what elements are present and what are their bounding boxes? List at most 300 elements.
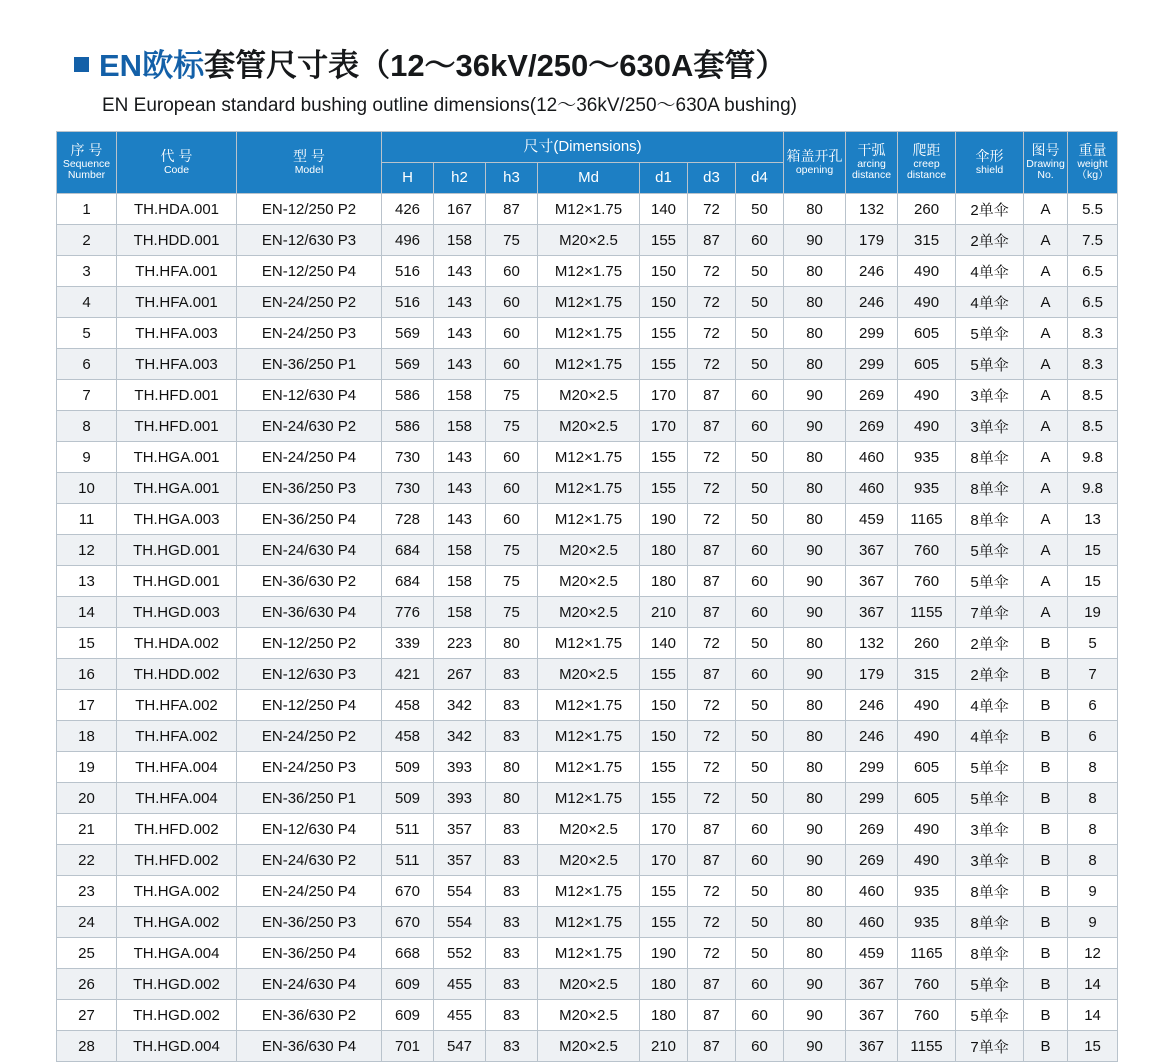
header-dimensions-group: 尺寸(Dimensions) [382, 132, 784, 163]
cell-H: 609 [382, 1000, 434, 1031]
cell-d1: 170 [640, 845, 688, 876]
table-row [57, 535, 1118, 566]
cell-weight: 9 [1068, 876, 1118, 907]
cell-code: TH.HFA.003 [117, 349, 237, 380]
cell-drawing-no: B [1024, 628, 1068, 659]
cell-h2: 552 [434, 938, 486, 969]
cell-model: EN-36/630 P2 [237, 1000, 382, 1031]
header-opening-en: opening [795, 163, 834, 176]
header-sequence-en1: Sequence [62, 157, 111, 170]
cell-sequence: 12 [57, 535, 117, 566]
cell-h3: 83 [486, 907, 538, 938]
header-dim-d3: d3 [688, 163, 736, 194]
cell-d0: 90 [784, 380, 846, 411]
cell-h1: 269 [846, 380, 898, 411]
cell-d1: 170 [640, 814, 688, 845]
cell-drawing-no: B [1024, 1000, 1068, 1031]
cell-shield: 5单伞 [956, 535, 1024, 566]
cell-sequence: 19 [57, 752, 117, 783]
header-code [117, 132, 237, 194]
cell-weight: 8.5 [1068, 411, 1118, 442]
cell-h3: 75 [486, 566, 538, 597]
cell-Md: M20×2.5 [538, 845, 640, 876]
header-arcing [846, 132, 898, 194]
cell-h1: 367 [846, 597, 898, 628]
header-drawing [1024, 132, 1068, 194]
header-model-cn: 型 号 [293, 147, 325, 164]
cell-sequence: 1 [57, 194, 117, 225]
cell-weight: 8.5 [1068, 380, 1118, 411]
cell-Md: M12×1.75 [538, 504, 640, 535]
cell-model: EN-24/250 P3 [237, 318, 382, 349]
header-arcing-en2: distance [851, 169, 892, 182]
cell-weight: 5.5 [1068, 194, 1118, 225]
cell-creep-distance: 935 [898, 473, 956, 504]
cell-H: 458 [382, 721, 434, 752]
cell-d1: 150 [640, 690, 688, 721]
cell-sequence: 15 [57, 628, 117, 659]
table-row [57, 442, 1118, 473]
cell-model: EN-24/250 P3 [237, 752, 382, 783]
header-dim-H: H [382, 163, 434, 194]
cell-shield: 5单伞 [956, 349, 1024, 380]
cell-model: EN-36/250 P3 [237, 473, 382, 504]
cell-H: 569 [382, 349, 434, 380]
cell-weight: 14 [1068, 969, 1118, 1000]
cell-h1: 299 [846, 318, 898, 349]
cell-model: EN-24/630 P2 [237, 411, 382, 442]
cell-creep-distance: 490 [898, 721, 956, 752]
cell-drawing-no: B [1024, 876, 1068, 907]
cell-drawing-no: A [1024, 225, 1068, 256]
cell-d4: 50 [736, 194, 784, 225]
cell-H: 684 [382, 566, 434, 597]
cell-drawing-no: A [1024, 318, 1068, 349]
cell-d4: 60 [736, 225, 784, 256]
cell-d0: 80 [784, 876, 846, 907]
header-creep-en2: distance [906, 169, 947, 182]
cell-d4: 50 [736, 318, 784, 349]
cell-d1: 140 [640, 628, 688, 659]
cell-d3: 72 [688, 907, 736, 938]
cell-Md: M20×2.5 [538, 659, 640, 690]
header-weight-en2: （kg） [1076, 169, 1109, 182]
cell-creep-distance: 605 [898, 752, 956, 783]
cell-H: 569 [382, 318, 434, 349]
cell-d1: 155 [640, 752, 688, 783]
cell-sequence: 5 [57, 318, 117, 349]
cell-d0: 80 [784, 318, 846, 349]
header-row-top [57, 132, 1118, 163]
table-row [57, 597, 1118, 628]
header-shield [956, 132, 1024, 194]
cell-h2: 223 [434, 628, 486, 659]
cell-h1: 246 [846, 256, 898, 287]
table-head [57, 132, 1118, 194]
cell-h2: 267 [434, 659, 486, 690]
cell-model: EN-12/630 P3 [237, 659, 382, 690]
cell-sequence: 7 [57, 380, 117, 411]
cell-d3: 87 [688, 1000, 736, 1031]
cell-creep-distance: 760 [898, 969, 956, 1000]
cell-h2: 143 [434, 504, 486, 535]
cell-code: TH.HFA.004 [117, 752, 237, 783]
cell-drawing-no: A [1024, 349, 1068, 380]
cell-h1: 367 [846, 969, 898, 1000]
cell-H: 516 [382, 256, 434, 287]
cell-weight: 8.3 [1068, 318, 1118, 349]
table-row [57, 752, 1118, 783]
cell-shield: 8单伞 [956, 442, 1024, 473]
page-title [56, 40, 1120, 85]
cell-d3: 87 [688, 566, 736, 597]
cell-h2: 143 [434, 349, 486, 380]
cell-model: EN-12/630 P4 [237, 814, 382, 845]
cell-h1: 367 [846, 1031, 898, 1062]
cell-shield: 2单伞 [956, 194, 1024, 225]
cell-d1: 155 [640, 659, 688, 690]
table-row [57, 814, 1118, 845]
cell-sequence: 23 [57, 876, 117, 907]
cell-Md: M12×1.75 [538, 752, 640, 783]
cell-h2: 167 [434, 194, 486, 225]
cell-creep-distance: 935 [898, 876, 956, 907]
cell-h1: 460 [846, 442, 898, 473]
cell-model: EN-24/250 P2 [237, 721, 382, 752]
cell-sequence: 14 [57, 597, 117, 628]
cell-d4: 50 [736, 783, 784, 814]
header-opening-cn: 箱盖开孔 [786, 147, 843, 164]
cell-Md: M12×1.75 [538, 690, 640, 721]
cell-sequence: 17 [57, 690, 117, 721]
cell-sequence: 10 [57, 473, 117, 504]
cell-creep-distance: 315 [898, 225, 956, 256]
cell-model: EN-36/630 P4 [237, 597, 382, 628]
cell-d0: 90 [784, 845, 846, 876]
cell-d3: 72 [688, 504, 736, 535]
cell-d0: 80 [784, 349, 846, 380]
cell-weight: 8 [1068, 752, 1118, 783]
cell-creep-distance: 935 [898, 907, 956, 938]
cell-code: TH.HGA.004 [117, 938, 237, 969]
cell-Md: M20×2.5 [538, 225, 640, 256]
cell-shield: 2单伞 [956, 628, 1024, 659]
cell-creep-distance: 605 [898, 783, 956, 814]
header-code-cn: 代 号 [160, 147, 193, 164]
table-row [57, 318, 1118, 349]
cell-h2: 158 [434, 380, 486, 411]
cell-weight: 15 [1068, 566, 1118, 597]
cell-h2: 143 [434, 256, 486, 287]
cell-d0: 80 [784, 504, 846, 535]
cell-weight: 6.5 [1068, 256, 1118, 287]
table-row [57, 1031, 1118, 1062]
cell-code: TH.HFA.001 [117, 287, 237, 318]
cell-d0: 90 [784, 225, 846, 256]
cell-d3: 72 [688, 473, 736, 504]
cell-code: TH.HDD.002 [117, 659, 237, 690]
table-row [57, 194, 1118, 225]
table-row [57, 256, 1118, 287]
table-row [57, 628, 1118, 659]
cell-Md: M20×2.5 [538, 535, 640, 566]
cell-d3: 72 [688, 938, 736, 969]
header-sequence-en2: Number [67, 169, 106, 182]
cell-drawing-no: A [1024, 535, 1068, 566]
cell-d1: 155 [640, 318, 688, 349]
cell-h2: 143 [434, 442, 486, 473]
header-dim-h3: h3 [486, 163, 538, 194]
cell-Md: M12×1.75 [538, 938, 640, 969]
cell-drawing-no: A [1024, 504, 1068, 535]
cell-h2: 158 [434, 225, 486, 256]
cell-sequence: 22 [57, 845, 117, 876]
cell-d0: 80 [784, 721, 846, 752]
cell-shield: 2单伞 [956, 659, 1024, 690]
title-text [99, 40, 786, 85]
cell-h3: 60 [486, 349, 538, 380]
cell-creep-distance: 490 [898, 256, 956, 287]
cell-drawing-no: B [1024, 659, 1068, 690]
cell-h2: 342 [434, 721, 486, 752]
cell-weight: 7.5 [1068, 225, 1118, 256]
cell-h2: 357 [434, 814, 486, 845]
table-row [57, 938, 1118, 969]
cell-creep-distance: 315 [898, 659, 956, 690]
cell-Md: M20×2.5 [538, 969, 640, 1000]
cell-drawing-no: B [1024, 938, 1068, 969]
cell-d4: 50 [736, 287, 784, 318]
cell-d1: 155 [640, 473, 688, 504]
header-weight-cn: 重量 [1078, 142, 1107, 159]
cell-model: EN-24/630 P2 [237, 845, 382, 876]
cell-d0: 80 [784, 690, 846, 721]
cell-shield: 2单伞 [956, 225, 1024, 256]
cell-d0: 90 [784, 659, 846, 690]
cell-H: 609 [382, 969, 434, 1000]
header-drawing-cn: 图号 [1031, 142, 1060, 159]
cell-drawing-no: B [1024, 969, 1068, 1000]
header-dim-Md: Md [538, 163, 640, 194]
cell-weight: 8.3 [1068, 349, 1118, 380]
cell-model: EN-36/250 P4 [237, 938, 382, 969]
cell-sequence: 11 [57, 504, 117, 535]
cell-model: EN-24/250 P2 [237, 287, 382, 318]
cell-code: TH.HGD.002 [117, 1000, 237, 1031]
cell-h3: 60 [486, 256, 538, 287]
cell-shield: 8单伞 [956, 938, 1024, 969]
cell-shield: 5单伞 [956, 752, 1024, 783]
cell-model: EN-12/250 P4 [237, 256, 382, 287]
cell-model: EN-36/250 P1 [237, 783, 382, 814]
table-row [57, 287, 1118, 318]
cell-d4: 50 [736, 349, 784, 380]
cell-model: EN-12/630 P4 [237, 380, 382, 411]
cell-d4: 50 [736, 938, 784, 969]
cell-shield: 5单伞 [956, 1000, 1024, 1031]
cell-d3: 72 [688, 783, 736, 814]
cell-h1: 179 [846, 225, 898, 256]
cell-creep-distance: 260 [898, 628, 956, 659]
cell-d4: 50 [736, 256, 784, 287]
cell-creep-distance: 490 [898, 814, 956, 845]
cell-creep-distance: 1155 [898, 597, 956, 628]
cell-d4: 50 [736, 907, 784, 938]
header-dim-d4: d4 [736, 163, 784, 194]
cell-d0: 90 [784, 566, 846, 597]
cell-h2: 158 [434, 597, 486, 628]
cell-d4: 60 [736, 814, 784, 845]
cell-d3: 87 [688, 380, 736, 411]
cell-h1: 299 [846, 752, 898, 783]
cell-Md: M12×1.75 [538, 194, 640, 225]
cell-H: 776 [382, 597, 434, 628]
cell-weight: 9.8 [1068, 442, 1118, 473]
cell-d1: 210 [640, 597, 688, 628]
cell-d1: 150 [640, 721, 688, 752]
cell-h1: 179 [846, 659, 898, 690]
cell-d3: 72 [688, 690, 736, 721]
cell-code: TH.HFA.001 [117, 256, 237, 287]
cell-H: 511 [382, 814, 434, 845]
cell-sequence: 16 [57, 659, 117, 690]
cell-creep-distance: 605 [898, 349, 956, 380]
cell-h1: 460 [846, 876, 898, 907]
cell-h3: 83 [486, 659, 538, 690]
cell-d0: 80 [784, 194, 846, 225]
cell-creep-distance: 605 [898, 318, 956, 349]
header-model [237, 132, 382, 194]
cell-d0: 80 [784, 907, 846, 938]
table-row [57, 566, 1118, 597]
cell-h2: 393 [434, 752, 486, 783]
cell-H: 670 [382, 876, 434, 907]
cell-h2: 158 [434, 535, 486, 566]
header-creep [898, 132, 956, 194]
cell-shield: 8单伞 [956, 504, 1024, 535]
table-row [57, 504, 1118, 535]
cell-drawing-no: A [1024, 287, 1068, 318]
cell-d0: 80 [784, 628, 846, 659]
cell-model: EN-36/250 P4 [237, 504, 382, 535]
cell-H: 730 [382, 473, 434, 504]
cell-h3: 60 [486, 504, 538, 535]
cell-weight: 13 [1068, 504, 1118, 535]
cell-code: TH.HFD.002 [117, 845, 237, 876]
cell-h1: 132 [846, 628, 898, 659]
header-creep-en1: creep [913, 157, 940, 170]
cell-d0: 80 [784, 473, 846, 504]
cell-h3: 80 [486, 783, 538, 814]
cell-Md: M12×1.75 [538, 287, 640, 318]
cell-creep-distance: 935 [898, 442, 956, 473]
cell-d1: 155 [640, 783, 688, 814]
cell-drawing-no: B [1024, 721, 1068, 752]
cell-Md: M20×2.5 [538, 1031, 640, 1062]
cell-d4: 50 [736, 628, 784, 659]
cell-code: TH.HGD.003 [117, 597, 237, 628]
cell-d0: 90 [784, 814, 846, 845]
cell-drawing-no: B [1024, 690, 1068, 721]
cell-d1: 155 [640, 907, 688, 938]
cell-Md: M20×2.5 [538, 411, 640, 442]
cell-d3: 87 [688, 1031, 736, 1062]
cell-Md: M12×1.75 [538, 349, 640, 380]
cell-sequence: 28 [57, 1031, 117, 1062]
cell-H: 421 [382, 659, 434, 690]
cell-d4: 60 [736, 380, 784, 411]
cell-model: EN-36/250 P1 [237, 349, 382, 380]
cell-h1: 246 [846, 690, 898, 721]
cell-d1: 190 [640, 504, 688, 535]
cell-h1: 246 [846, 287, 898, 318]
cell-Md: M12×1.75 [538, 876, 640, 907]
table-row [57, 690, 1118, 721]
cell-code: TH.HGA.002 [117, 907, 237, 938]
cell-d0: 90 [784, 535, 846, 566]
cell-d3: 72 [688, 752, 736, 783]
cell-model: EN-12/250 P2 [237, 628, 382, 659]
cell-h3: 60 [486, 442, 538, 473]
cell-h3: 75 [486, 225, 538, 256]
cell-sequence: 2 [57, 225, 117, 256]
dimensions-table [56, 131, 1118, 1062]
cell-weight: 12 [1068, 938, 1118, 969]
cell-d0: 90 [784, 1031, 846, 1062]
cell-H: 670 [382, 907, 434, 938]
cell-code: TH.HGD.002 [117, 969, 237, 1000]
cell-Md: M12×1.75 [538, 318, 640, 349]
cell-d3: 72 [688, 876, 736, 907]
cell-drawing-no: A [1024, 256, 1068, 287]
cell-d3: 72 [688, 721, 736, 752]
cell-h3: 83 [486, 1000, 538, 1031]
cell-sequence: 4 [57, 287, 117, 318]
table-row [57, 721, 1118, 752]
cell-shield: 8单伞 [956, 876, 1024, 907]
cell-weight: 8 [1068, 845, 1118, 876]
cell-shield: 4单伞 [956, 256, 1024, 287]
cell-h3: 75 [486, 535, 538, 566]
cell-shield: 5单伞 [956, 783, 1024, 814]
cell-weight: 14 [1068, 1000, 1118, 1031]
page-subtitle: EN European standard bushing outline dimensions(12～36kV/250～630A bushing) [102, 95, 798, 116]
cell-H: 730 [382, 442, 434, 473]
cell-h3: 83 [486, 845, 538, 876]
header-opening [784, 132, 846, 194]
cell-h2: 158 [434, 411, 486, 442]
cell-d3: 72 [688, 318, 736, 349]
table-row [57, 969, 1118, 1000]
cell-h2: 143 [434, 287, 486, 318]
cell-h3: 83 [486, 690, 538, 721]
cell-drawing-no: B [1024, 907, 1068, 938]
cell-h2: 143 [434, 473, 486, 504]
cell-h3: 75 [486, 597, 538, 628]
cell-model: EN-12/250 P4 [237, 690, 382, 721]
cell-shield: 7单伞 [956, 597, 1024, 628]
cell-Md: M20×2.5 [538, 814, 640, 845]
cell-d1: 150 [640, 256, 688, 287]
cell-d1: 180 [640, 969, 688, 1000]
cell-d3: 87 [688, 225, 736, 256]
cell-drawing-no: A [1024, 380, 1068, 411]
cell-d0: 80 [784, 287, 846, 318]
cell-H: 509 [382, 752, 434, 783]
cell-h1: 367 [846, 1000, 898, 1031]
cell-d1: 155 [640, 876, 688, 907]
cell-h1: 460 [846, 473, 898, 504]
